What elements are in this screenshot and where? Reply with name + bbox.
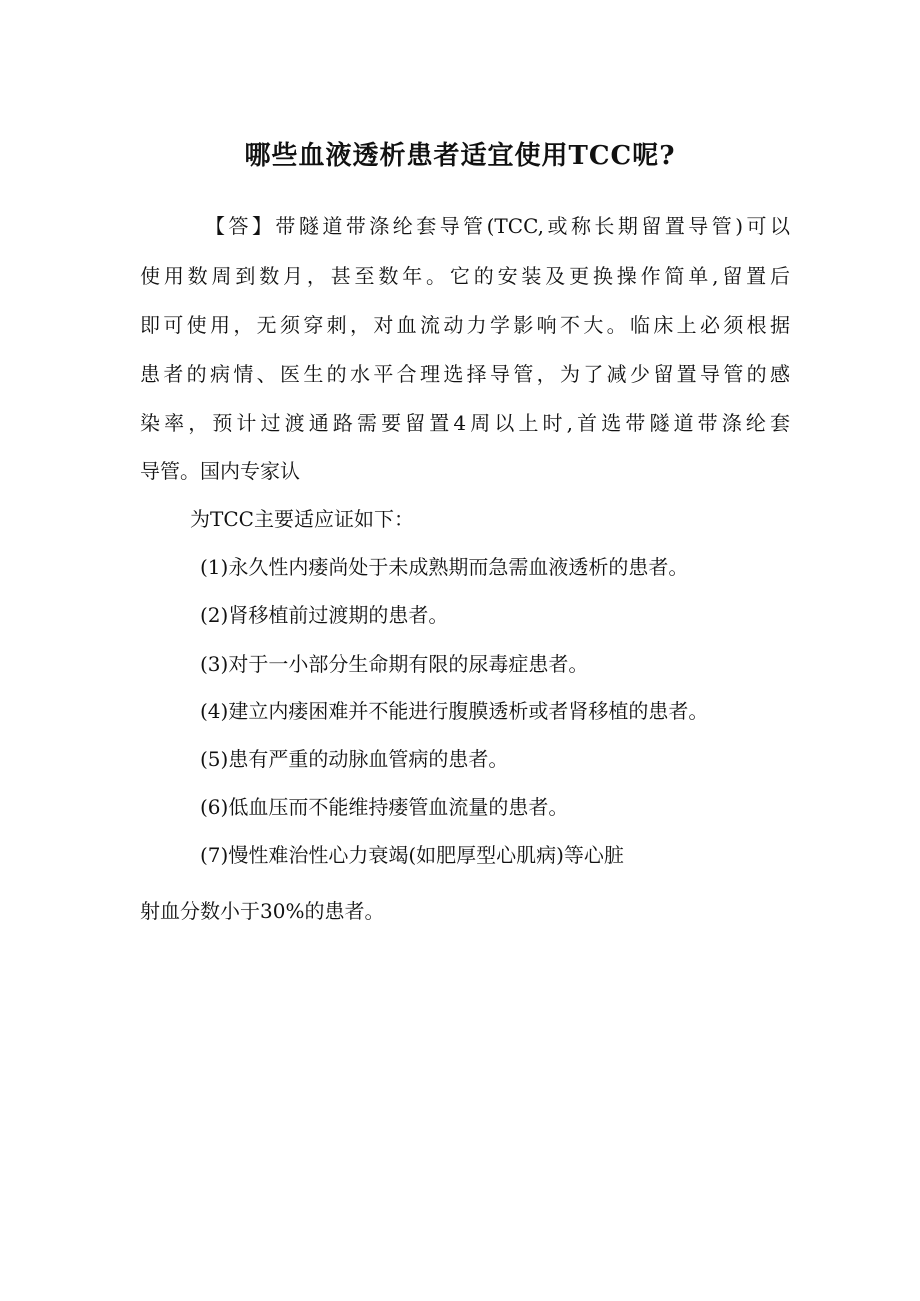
- list-item: (7)慢性难治性心力衰竭(如肥厚型心肌病)等心脏: [200, 843, 624, 867]
- answer-line: 患者的病情、医生的水平合理选择导管，为了减少留置导管的感: [140, 362, 790, 386]
- answer-line: 使用数周到数月，甚至数年。它的安装及更换操作简单,留置后: [140, 264, 790, 288]
- answer-line: 即可使用，无须穿刺，对血流动力学影响不大。临床上必须根据: [140, 313, 790, 337]
- indication-intro: 为TCC主要适应证如下：: [190, 507, 414, 531]
- answer-line: 导管。国内专家认: [140, 459, 300, 483]
- closing-line: 射血分数小于30%的患者。: [140, 899, 385, 923]
- list-item: (4)建立内瘘困难并不能进行腹膜透析或者肾移植的患者。: [200, 699, 709, 723]
- list-item: (6)低血压而不能维持瘘管血流量的患者。: [200, 795, 569, 819]
- answer-line: 染率，预计过渡通路需要留置4周以上时,首选带隧道带涤纶套: [140, 411, 790, 435]
- answer-line: 【答】带隧道带涤纶套导管(TCC,或称长期留置导管)可以: [205, 214, 790, 238]
- list-item: (1)永久性内瘘尚处于未成熟期而急需血液透析的患者。: [200, 555, 689, 579]
- page-title: 哪些血液透析患者适宜使用TCC呢?: [244, 141, 676, 172]
- list-item: (3)对于一小部分生命期有限的尿毒症患者。: [200, 652, 589, 676]
- list-item: (2)肾移植前过渡期的患者。: [200, 603, 449, 627]
- list-item: (5)患有严重的动脉血管病的患者。: [200, 747, 509, 771]
